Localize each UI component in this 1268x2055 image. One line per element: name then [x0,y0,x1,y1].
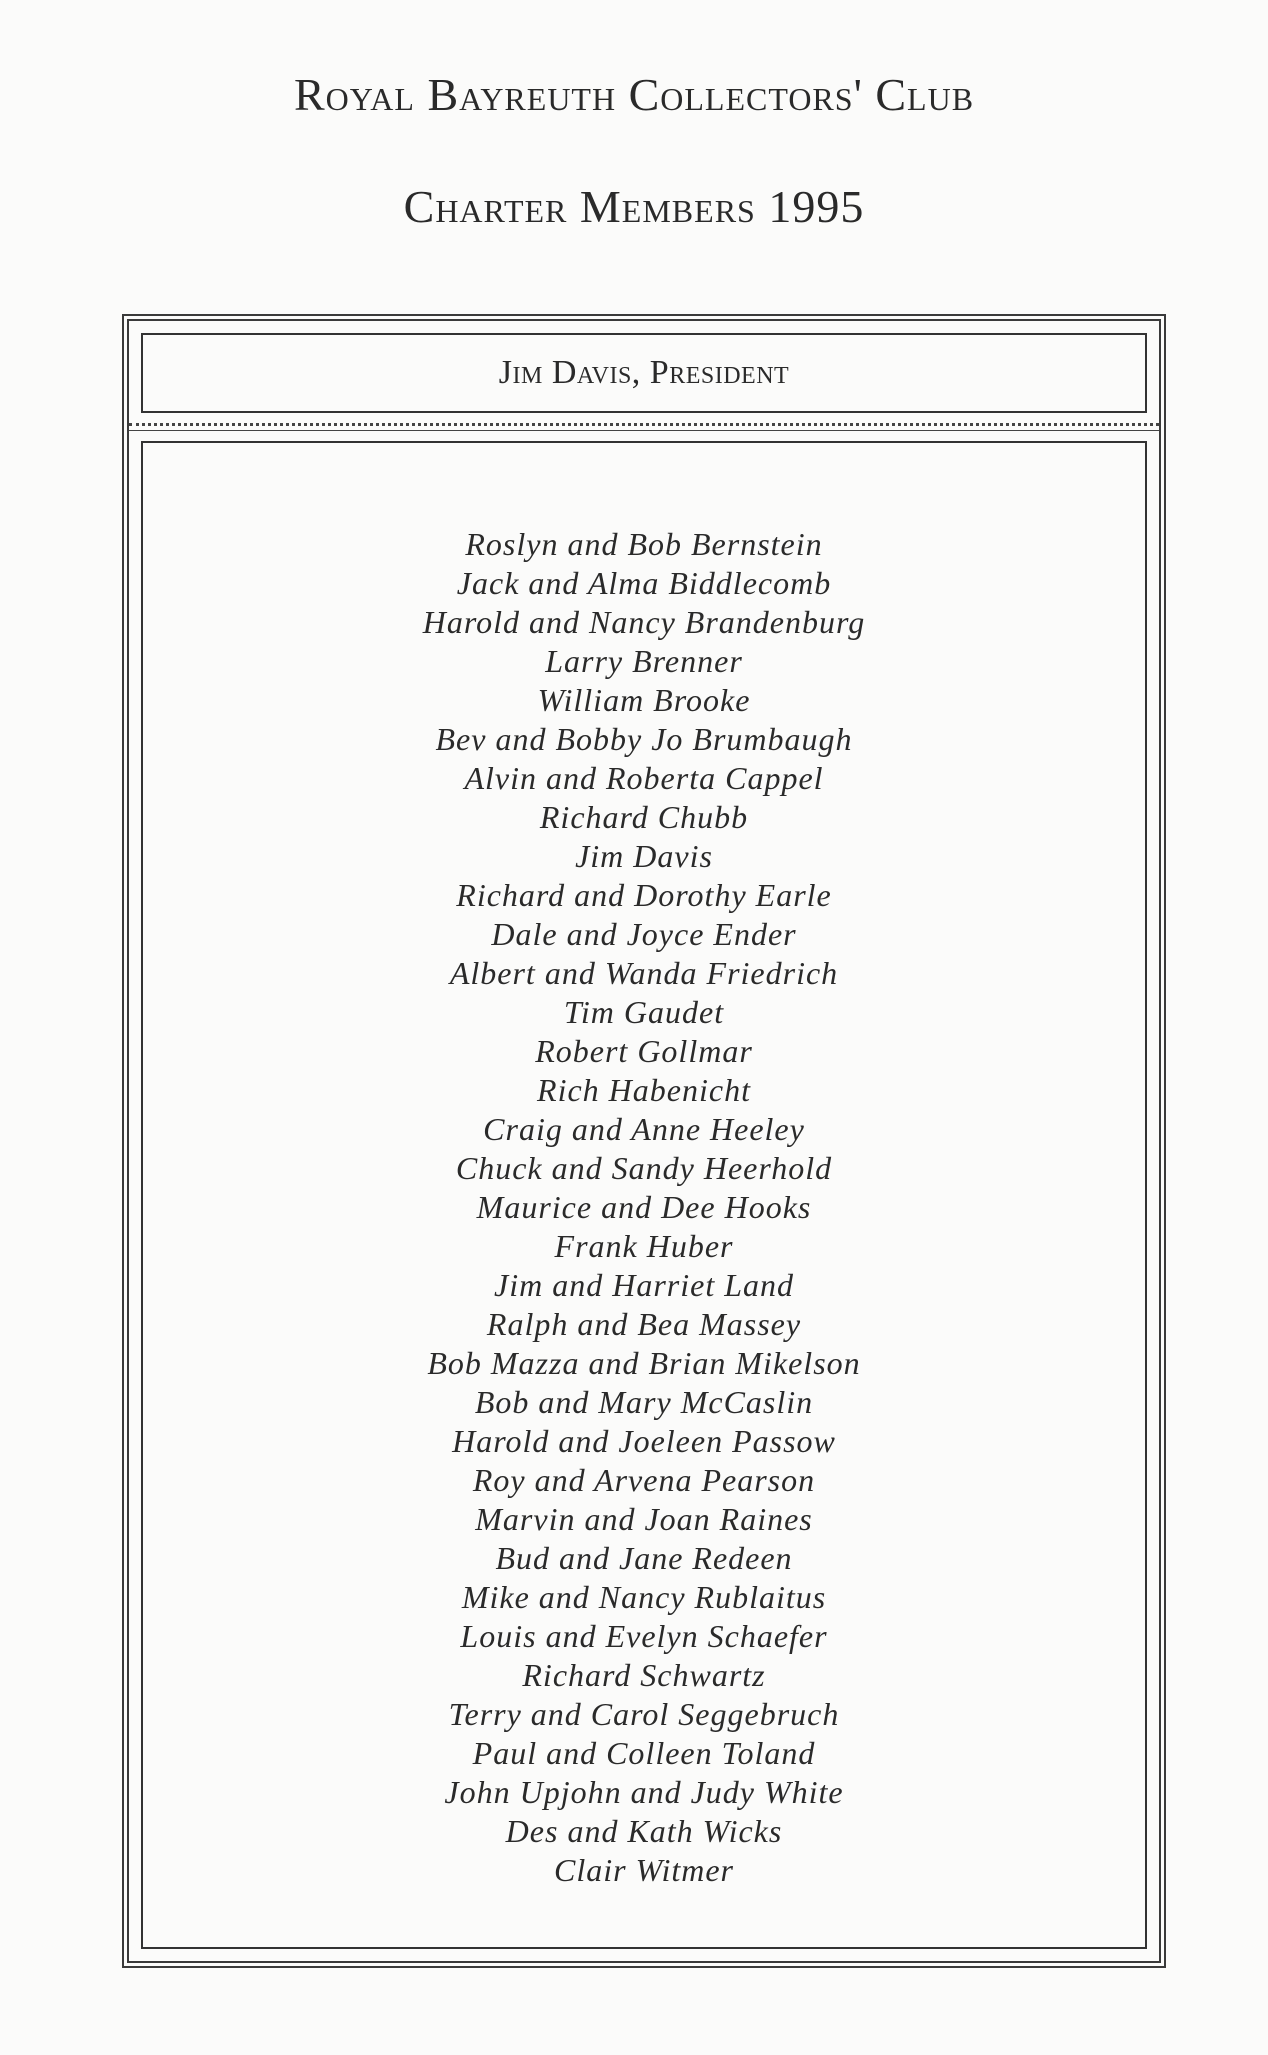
member-name: Terry and Carol Seggebruch [448,1696,840,1732]
member-name: Louis and Evelyn Schaefer [460,1618,828,1654]
member-name: Paul and Colleen Toland [472,1735,816,1771]
members-box [141,441,1147,1949]
member-name: Marvin and Joan Raines [475,1501,813,1537]
member-name: Frank Huber [554,1228,734,1264]
member-name: William Brooke [537,682,751,718]
member-name: Chuck and Sandy Heerhold [455,1150,833,1186]
member-name: Bob and Mary McCaslin [474,1384,814,1420]
member-name: Richard Schwartz [522,1657,766,1693]
member-name: Roy and Arvena Pearson [472,1462,816,1498]
frame-divider [129,423,1159,431]
member-name: Tim Gaudet [563,994,725,1030]
member-name: Roslyn and Bob Bernstein [465,526,823,562]
charter-members-title: Charter Members 1995 [403,181,865,232]
member-name: Harold and Nancy Brandenburg [422,604,866,640]
member-name: Jim and Harriet Land [494,1267,794,1303]
president-box [141,333,1147,413]
member-name: Bev and Bobby Jo Brumbaugh [435,721,853,757]
member-name: Bob Mazza and Brian Mikelson [427,1345,861,1381]
decorative-frame [122,314,1166,1968]
member-name: John Upjohn and Judy White [444,1774,844,1810]
member-name: Harold and Joeleen Passow [452,1423,836,1459]
member-name: Bud and Jane Redeen [495,1540,793,1576]
member-name: Dale and Joyce Ender [491,916,797,952]
member-name: Richard Chubb [539,799,749,835]
member-name: Ralph and Bea Massey [486,1306,802,1342]
member-name: Robert Gollmar [535,1033,753,1069]
member-name: Rich Habenicht [537,1072,751,1108]
member-name: Maurice and Dee Hooks [476,1189,812,1225]
member-name: Larry Brenner [545,643,743,679]
president-label: Jim Davis, President [498,354,790,391]
member-name: Jim Davis [575,838,713,874]
member-name: Alvin and Roberta Cappel [464,760,824,796]
member-name: Craig and Anne Heeley [483,1111,805,1147]
member-name: Albert and Wanda Friedrich [449,955,839,991]
member-name: Jack and Alma Biddlecomb [456,565,832,601]
member-list [143,525,1145,1890]
member-name: Des and Kath Wicks [505,1813,783,1849]
member-name: Clair Witmer [553,1852,734,1888]
member-name: Mike and Nancy Rublaitus [461,1579,827,1615]
member-name: Richard and Dorothy Earle [456,877,832,913]
club-title: Royal Bayreuth Collectors' Club [293,69,975,120]
